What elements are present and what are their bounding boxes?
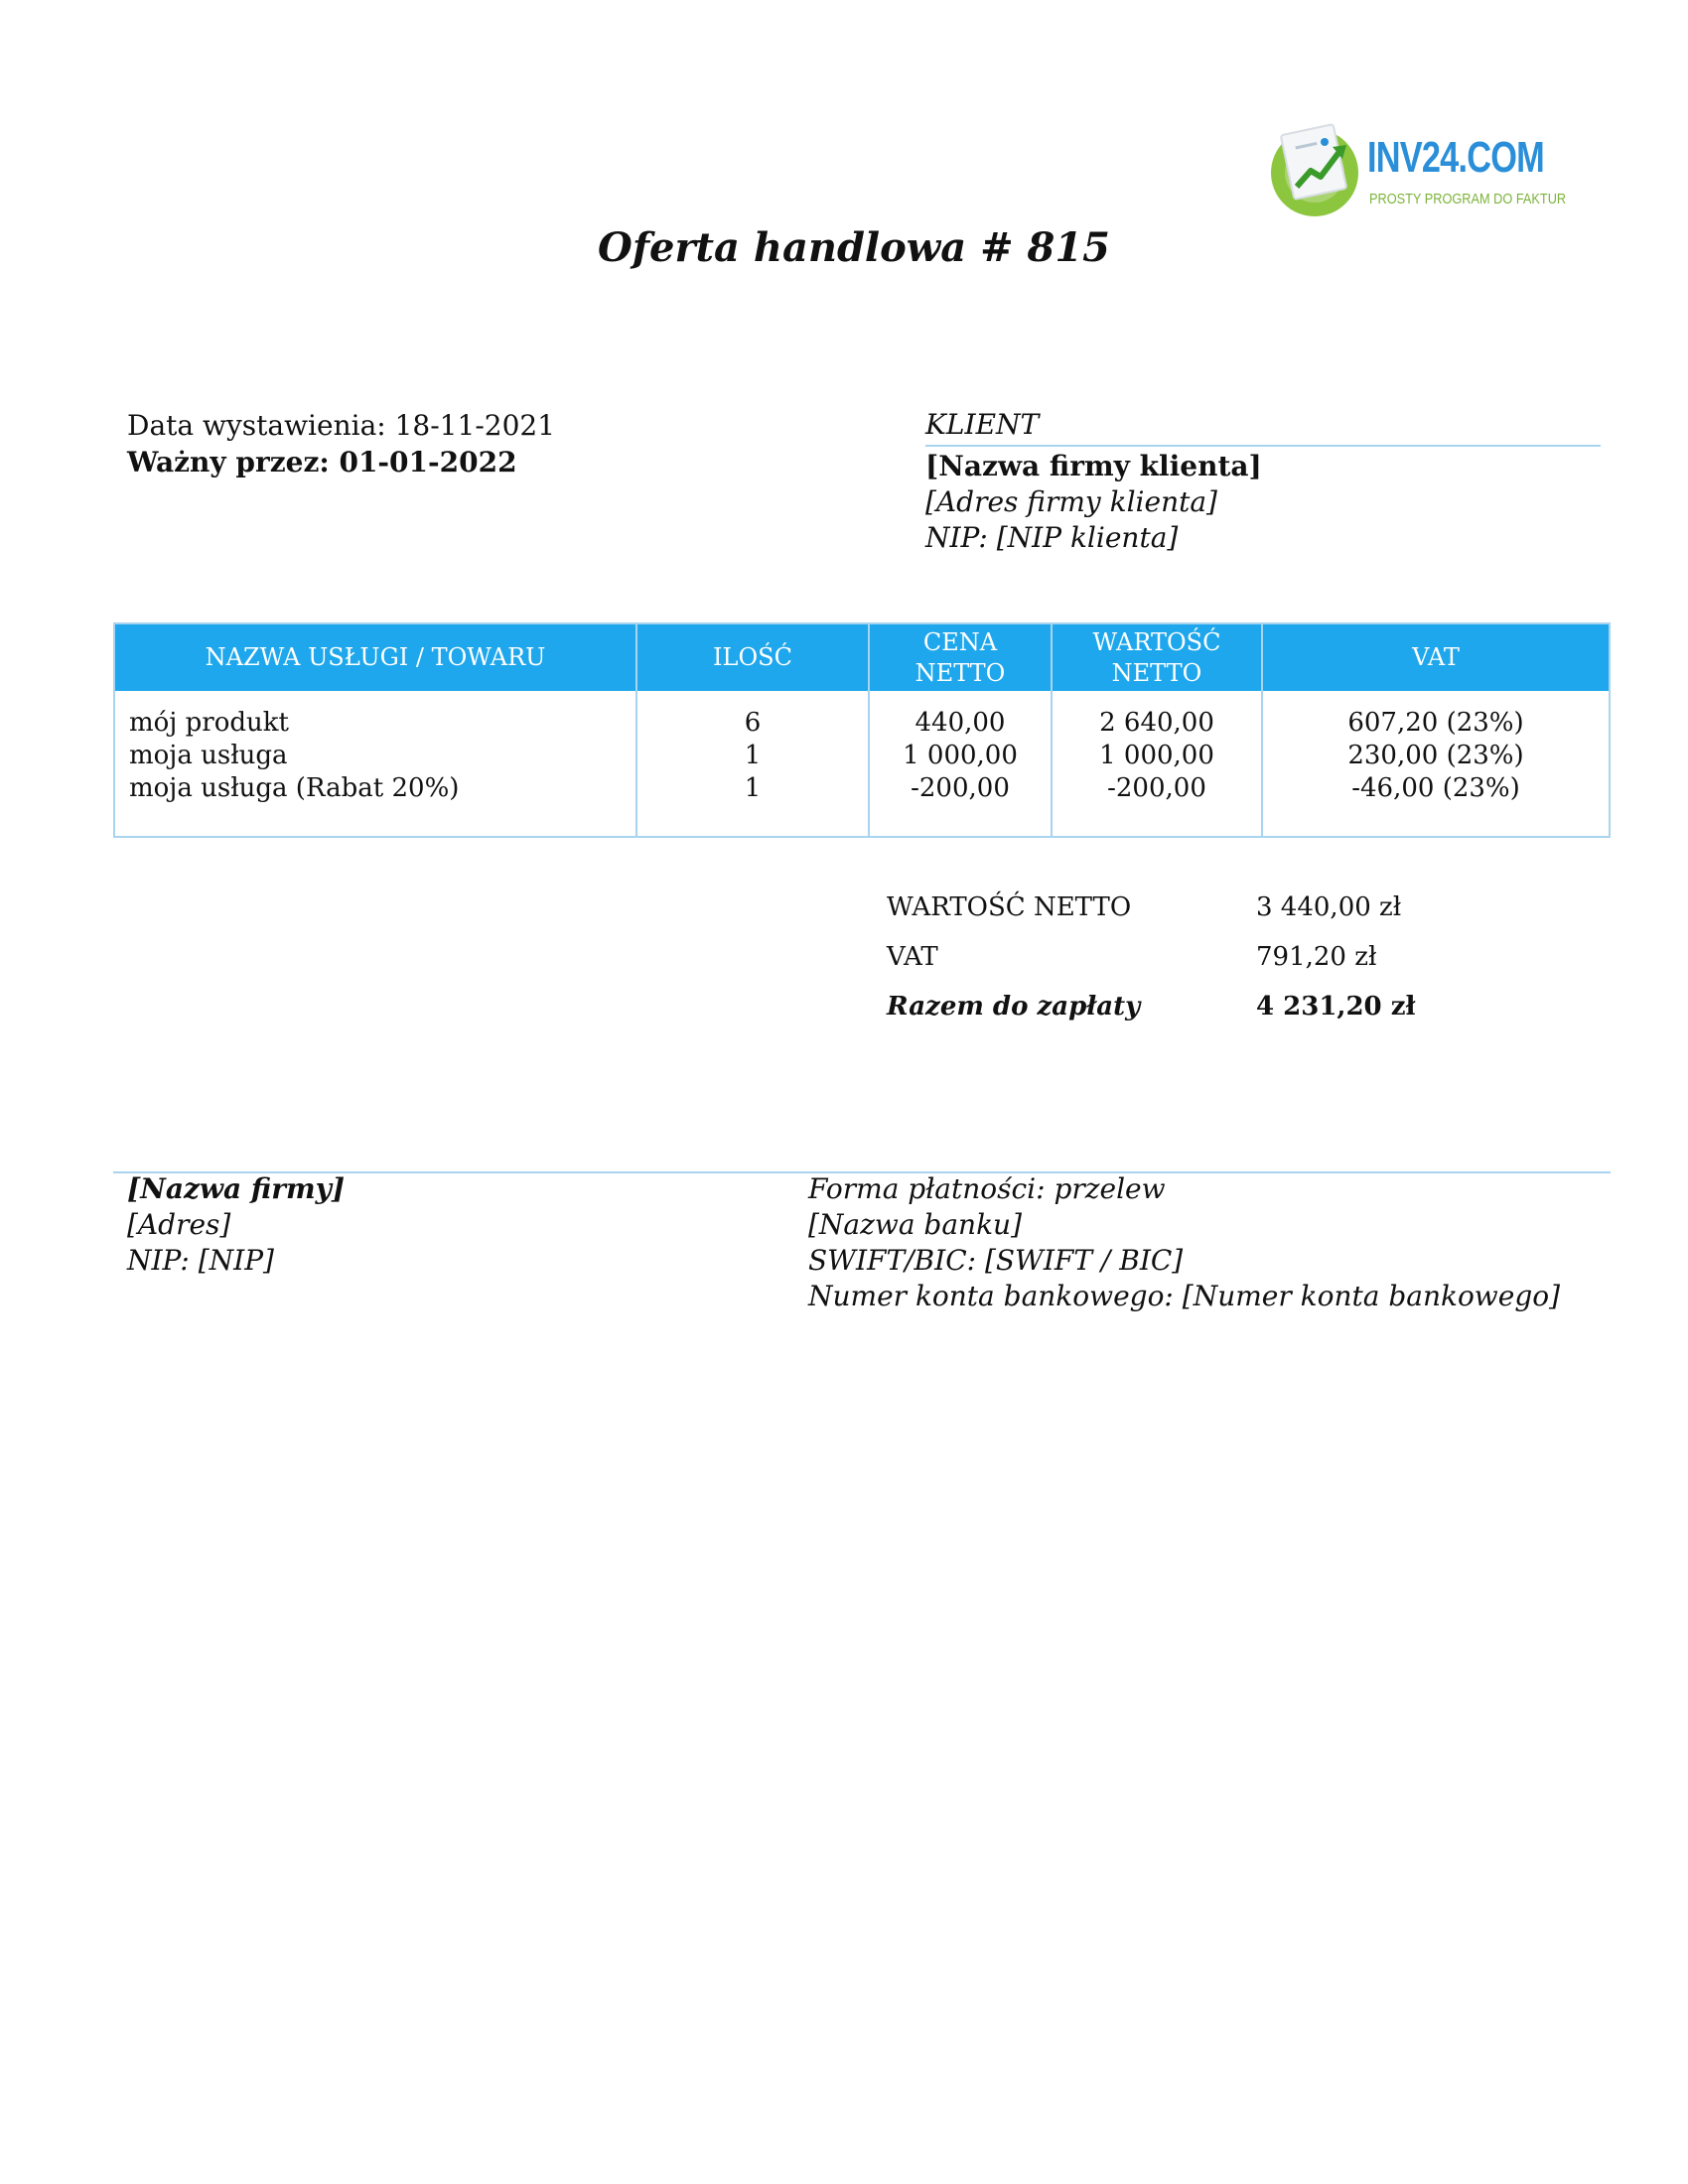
table-cell: -200,00 xyxy=(1107,773,1206,803)
table-cell: 440,00 xyxy=(914,708,1006,738)
grand-total-label: Razem do zapłaty xyxy=(887,992,1141,1022)
table-cell: 2 640,00 xyxy=(1099,708,1214,738)
table-cell: 1 000,00 xyxy=(903,741,1018,770)
seller-block xyxy=(127,1171,345,1279)
document-title: Oferta handlowa # 815 xyxy=(597,224,1111,271)
client-block xyxy=(925,407,1601,556)
seller-name: [Nazwa firmy] xyxy=(127,1172,346,1205)
logo-text: INV24.COM xyxy=(1367,133,1544,182)
client-address: [Adres firmy klienta] xyxy=(925,485,1217,518)
vat-total-label: VAT xyxy=(887,942,938,972)
client-nip: NIP: [NIP klienta] xyxy=(925,521,1179,554)
header-price: CENA NETTO xyxy=(914,627,1006,687)
column-name xyxy=(129,707,626,805)
table-cell: -200,00 xyxy=(911,773,1010,803)
client-label: KLIENT xyxy=(925,408,1040,441)
client-divider xyxy=(925,445,1601,447)
vat-total-value: 791,20 zł xyxy=(1256,942,1377,972)
grand-total-value: 4 231,20 zł xyxy=(1256,992,1416,1022)
issue-date: Data wystawienia: 18-11-2021 xyxy=(127,409,556,442)
company-logo xyxy=(1269,117,1567,226)
offer-meta xyxy=(127,407,555,480)
client-name: [Nazwa firmy klienta] xyxy=(925,450,1262,482)
table-cell: mój produkt xyxy=(129,708,289,738)
header-qty: ILOŚĆ xyxy=(713,643,792,671)
column-price xyxy=(870,707,1051,805)
table-header xyxy=(115,624,1609,691)
valid-until: Ważny przez: 01-01-2022 xyxy=(127,446,517,478)
header-name: NAZWA USŁUGI / TOWARU xyxy=(205,643,546,671)
table-cell: 6 xyxy=(744,708,762,738)
header-vat: VAT xyxy=(1412,643,1460,671)
table-cell: -46,00 (23%) xyxy=(1351,773,1520,803)
seller-nip: NIP: [NIP] xyxy=(127,1244,274,1277)
logo-tagline: PROSTY PROGRAM DO FAKTUR xyxy=(1369,191,1567,207)
table-cell: 607,20 (23%) xyxy=(1347,708,1524,738)
payment-method: Forma płatności: przelew xyxy=(808,1172,1166,1205)
table-cell: moja usługa xyxy=(129,741,288,770)
table-cell: moja usługa (Rabat 20%) xyxy=(129,773,460,803)
payment-block xyxy=(808,1171,1560,1314)
swift-code: SWIFT/BIC: [SWIFT / BIC] xyxy=(808,1244,1184,1277)
logo-icon xyxy=(1269,117,1368,221)
table-cell: 230,00 (23%) xyxy=(1347,741,1524,770)
bank-account: Numer konta bankowego: [Numer konta bankowego] xyxy=(808,1280,1561,1312)
seller-address: [Adres] xyxy=(127,1208,231,1241)
items-table xyxy=(113,622,1611,838)
table-cell: 1 xyxy=(744,773,762,803)
net-total-value: 3 440,00 zł xyxy=(1256,892,1402,922)
table-cell: 1 xyxy=(744,741,762,770)
column-qty xyxy=(637,707,868,805)
net-total-label: WARTOŚĆ NETTO xyxy=(887,892,1132,922)
column-vat xyxy=(1263,707,1609,805)
bank-name: [Nazwa banku] xyxy=(808,1208,1023,1241)
table-cell: 1 000,00 xyxy=(1099,741,1214,770)
header-value: WARTOŚĆ NETTO xyxy=(1092,627,1221,687)
column-value xyxy=(1053,707,1261,805)
